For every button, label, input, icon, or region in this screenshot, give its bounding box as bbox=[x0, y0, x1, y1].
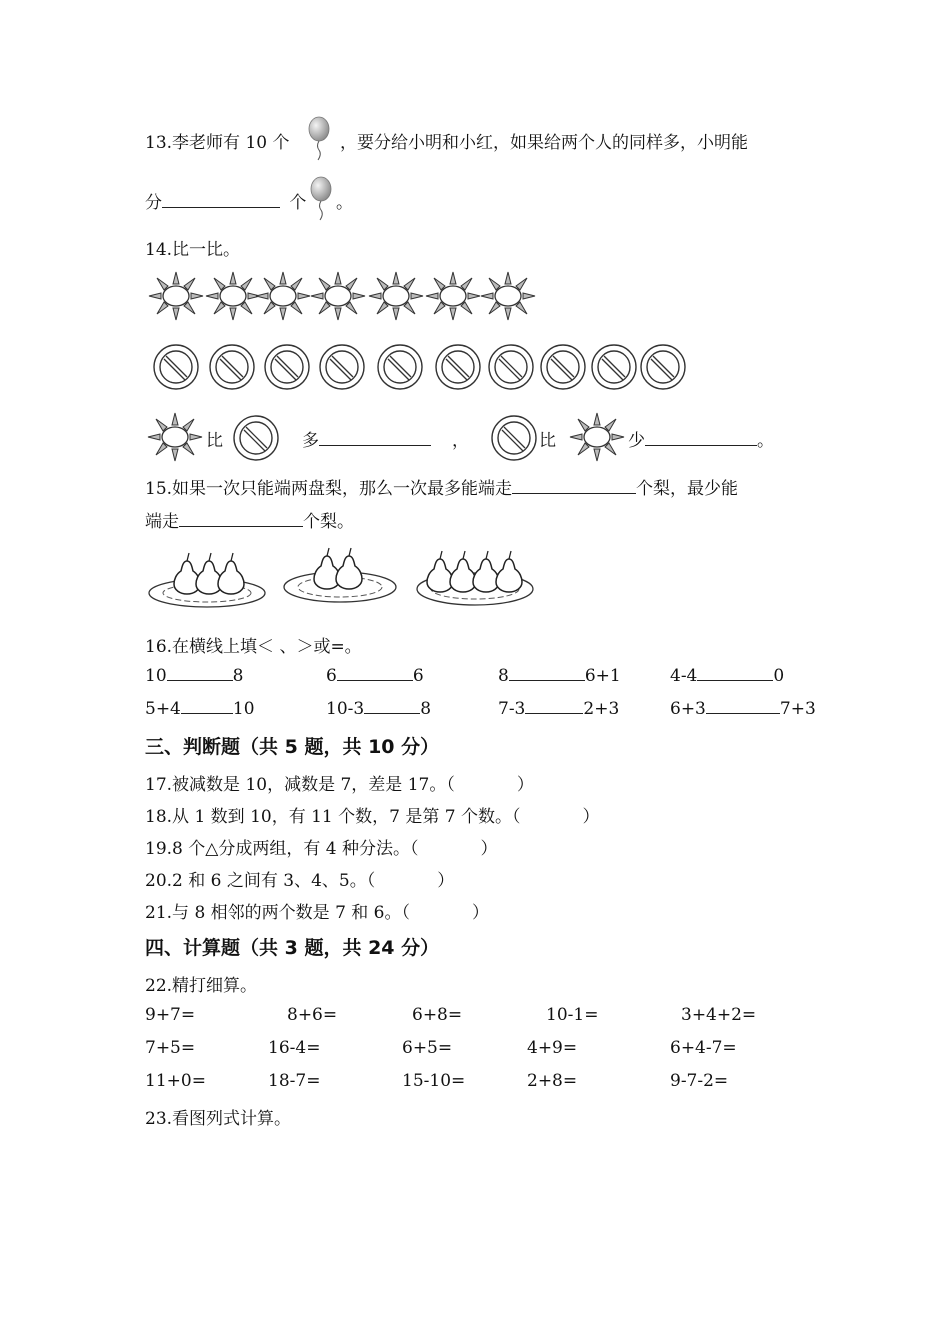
calc-expr: 9+7= bbox=[145, 1005, 196, 1025]
no-sign-icon bbox=[641, 345, 685, 389]
q14-shao bbox=[628, 426, 774, 451]
sun-icon bbox=[568, 410, 626, 464]
q16-item bbox=[670, 699, 816, 719]
q16-blank[interactable] bbox=[167, 679, 233, 681]
calc-item[interactable] bbox=[145, 1005, 195, 1025]
q16-item bbox=[670, 666, 784, 686]
q13-end: 。 bbox=[336, 193, 353, 213]
section4-heading-text: 四、计算题（共 3 题，共 24 分） bbox=[145, 937, 440, 959]
q16-left: 4-4 bbox=[670, 666, 698, 686]
q23-title bbox=[145, 1104, 291, 1129]
no-sign-icon bbox=[154, 345, 198, 389]
judge-text: 19.8 个△分成两组，有 4 种分法。（ bbox=[145, 839, 419, 859]
judge-item bbox=[145, 834, 497, 859]
q13-line1 bbox=[145, 128, 289, 153]
q16-right: 10 bbox=[232, 699, 255, 719]
calc-expr: 15-10= bbox=[402, 1071, 466, 1091]
no-sign-icon bbox=[592, 345, 636, 389]
judge-item bbox=[145, 898, 489, 923]
q16-title bbox=[145, 632, 362, 657]
pear-plate bbox=[284, 548, 396, 602]
q14-answer-blank-2[interactable] bbox=[645, 444, 757, 446]
q13-line2 bbox=[145, 188, 306, 213]
q15-text-a: 15.如果一次只能端两盘梨，那么一次最多能端走 bbox=[145, 479, 513, 499]
judge-close: ） bbox=[582, 807, 600, 827]
calc-item[interactable] bbox=[670, 1038, 737, 1058]
q22-title-text: 22.精打细算。 bbox=[145, 976, 258, 996]
calc-item[interactable] bbox=[402, 1038, 452, 1058]
q16-blank[interactable] bbox=[525, 712, 583, 714]
q13-period bbox=[336, 188, 353, 213]
q15-text-d: 个梨。 bbox=[303, 512, 354, 532]
q15-line1 bbox=[145, 474, 738, 499]
calc-expr: 6+8= bbox=[412, 1005, 463, 1025]
q16-blank[interactable] bbox=[337, 679, 413, 681]
calc-expr: 4+9= bbox=[527, 1038, 578, 1058]
section3-heading-text: 三、判断题（共 5 题，共 10 分） bbox=[145, 736, 440, 758]
q16-left: 7-3 bbox=[498, 699, 526, 719]
calc-item[interactable] bbox=[670, 1071, 728, 1091]
calc-item[interactable] bbox=[527, 1038, 577, 1058]
q14-bi-1 bbox=[206, 426, 223, 451]
calc-item[interactable] bbox=[268, 1038, 320, 1058]
pear-plate bbox=[417, 551, 533, 605]
no-sign-row bbox=[150, 342, 695, 392]
q16-right: 2+3 bbox=[583, 699, 620, 719]
q16-item bbox=[498, 666, 621, 686]
pear-plates bbox=[145, 545, 545, 615]
sun-icon bbox=[256, 272, 310, 320]
calc-item[interactable] bbox=[546, 1005, 598, 1025]
judge-close: ） bbox=[472, 903, 490, 923]
q13-line1-rest bbox=[340, 128, 748, 153]
q23-title-text: 23.看图列式计算。 bbox=[145, 1109, 292, 1129]
q16-left: 6+3 bbox=[670, 699, 706, 719]
q16-left: 6 bbox=[326, 666, 337, 686]
q16-blank[interactable] bbox=[509, 679, 585, 681]
no-sign-icon bbox=[378, 345, 422, 389]
calc-item[interactable] bbox=[145, 1071, 206, 1091]
q13-ge: 个 bbox=[289, 193, 307, 213]
calc-item[interactable] bbox=[681, 1005, 756, 1025]
q14-duo-text: 多 bbox=[302, 431, 319, 451]
judge-close: ） bbox=[437, 871, 455, 891]
calc-expr: 9-7-2= bbox=[670, 1071, 729, 1091]
q16-item bbox=[145, 666, 243, 686]
calc-expr: 6+4-7= bbox=[670, 1038, 737, 1058]
judge-item bbox=[145, 802, 599, 827]
q16-left: 5+4 bbox=[145, 699, 181, 719]
q15-text-b: 个梨，最少能 bbox=[636, 479, 739, 499]
q16-item bbox=[326, 699, 431, 719]
calc-expr: 8+6= bbox=[287, 1005, 338, 1025]
judge-text: 20.2 和 6 之间有 3、4、5。（ bbox=[145, 871, 376, 891]
sun-icon bbox=[149, 272, 203, 320]
calc-expr: 16-4= bbox=[268, 1038, 321, 1058]
q16-item bbox=[498, 699, 619, 719]
calc-expr: 6+5= bbox=[402, 1038, 453, 1058]
q14-shao-text: 少 bbox=[628, 431, 645, 451]
q16-item bbox=[326, 666, 424, 686]
q14-comma-text: ， bbox=[452, 431, 469, 451]
q14-end-text: 。 bbox=[757, 431, 774, 451]
q16-right: 6+1 bbox=[584, 666, 621, 686]
sun-icon bbox=[481, 272, 535, 320]
q14-bi2-text: 比 bbox=[539, 431, 556, 451]
pear-plate bbox=[149, 553, 265, 607]
sun-icon bbox=[146, 410, 204, 464]
calc-item[interactable] bbox=[527, 1071, 577, 1091]
calc-item[interactable] bbox=[145, 1038, 195, 1058]
calc-expr: 10-1= bbox=[546, 1005, 599, 1025]
judge-close: ） bbox=[516, 775, 534, 795]
calc-item[interactable] bbox=[287, 1005, 337, 1025]
q16-left: 8 bbox=[498, 666, 509, 686]
q16-right: 8 bbox=[420, 699, 432, 719]
q14-duo bbox=[302, 426, 431, 451]
q16-title-text: 16.在横线上填＜ 、＞或=。 bbox=[145, 637, 362, 657]
sun-icon bbox=[426, 272, 480, 320]
q14-answer-blank-1[interactable] bbox=[319, 444, 431, 446]
no-sign-icon bbox=[232, 414, 280, 462]
q13-fen: 分 bbox=[145, 193, 162, 213]
q15-answer-blank-1[interactable] bbox=[512, 492, 636, 494]
calc-expr: 3+4+2= bbox=[681, 1005, 757, 1025]
q14-title-text: 14.比一比。 bbox=[145, 240, 241, 260]
q16-right: 7+3 bbox=[779, 699, 816, 719]
q13-answer-blank[interactable] bbox=[162, 206, 280, 208]
q16-left: 10-3 bbox=[326, 699, 365, 719]
calc-expr: 18-7= bbox=[268, 1071, 321, 1091]
judge-close: ） bbox=[480, 839, 498, 859]
q13-text-a: 13.李老师有 10 个 bbox=[145, 133, 290, 153]
section3-heading bbox=[145, 732, 439, 759]
q14-title bbox=[145, 235, 240, 260]
calc-item[interactable] bbox=[412, 1005, 462, 1025]
q13-text-b: ，要分给小明和小红，如果给两个人的同样多，小明能 bbox=[340, 133, 748, 153]
sun-icon bbox=[206, 272, 260, 320]
no-sign-icon bbox=[436, 345, 480, 389]
q16-blank[interactable] bbox=[181, 712, 233, 714]
sun-icon bbox=[369, 272, 423, 320]
q16-blank[interactable] bbox=[697, 679, 773, 681]
balloon-icon bbox=[306, 116, 332, 162]
judge-item bbox=[145, 770, 534, 795]
q14-bi-text: 比 bbox=[206, 431, 223, 451]
calc-expr: 2+8= bbox=[527, 1071, 578, 1091]
q15-answer-blank-2[interactable] bbox=[179, 525, 303, 527]
calc-expr: 11+0= bbox=[145, 1071, 206, 1091]
q16-right: 8 bbox=[232, 666, 244, 686]
no-sign-icon bbox=[490, 414, 538, 462]
q15-text-c: 端走 bbox=[145, 512, 179, 532]
judge-text: 17.被减数是 10，减数是 7，差是 17。（ bbox=[145, 775, 455, 795]
no-sign-icon bbox=[541, 345, 585, 389]
q16-right: 0 bbox=[773, 666, 785, 686]
q16-blank[interactable] bbox=[706, 712, 780, 714]
section4-heading bbox=[145, 933, 439, 960]
q14-comma bbox=[452, 426, 469, 451]
q14-bi-2 bbox=[539, 426, 556, 451]
calc-item[interactable] bbox=[402, 1071, 465, 1091]
calc-expr: 7+5= bbox=[145, 1038, 196, 1058]
no-sign-icon bbox=[320, 345, 364, 389]
calc-item[interactable] bbox=[268, 1071, 320, 1091]
sun-icon bbox=[311, 272, 365, 320]
no-sign-icon bbox=[210, 345, 254, 389]
q15-line2 bbox=[145, 507, 354, 532]
judge-text: 18.从 1 数到 10，有 11 个数，7 是第 7 个数。（ bbox=[145, 807, 521, 827]
no-sign-icon bbox=[265, 345, 309, 389]
judge-text: 21.与 8 相邻的两个数是 7 和 6。（ bbox=[145, 903, 411, 923]
q16-left: 10 bbox=[145, 666, 167, 686]
q16-blank[interactable] bbox=[364, 712, 420, 714]
no-sign-icon bbox=[489, 345, 533, 389]
balloon-icon bbox=[308, 176, 334, 222]
sun-row bbox=[146, 268, 546, 324]
q22-title bbox=[145, 971, 257, 996]
q16-item bbox=[145, 699, 255, 719]
q16-right: 6 bbox=[412, 666, 424, 686]
judge-item bbox=[145, 866, 454, 891]
